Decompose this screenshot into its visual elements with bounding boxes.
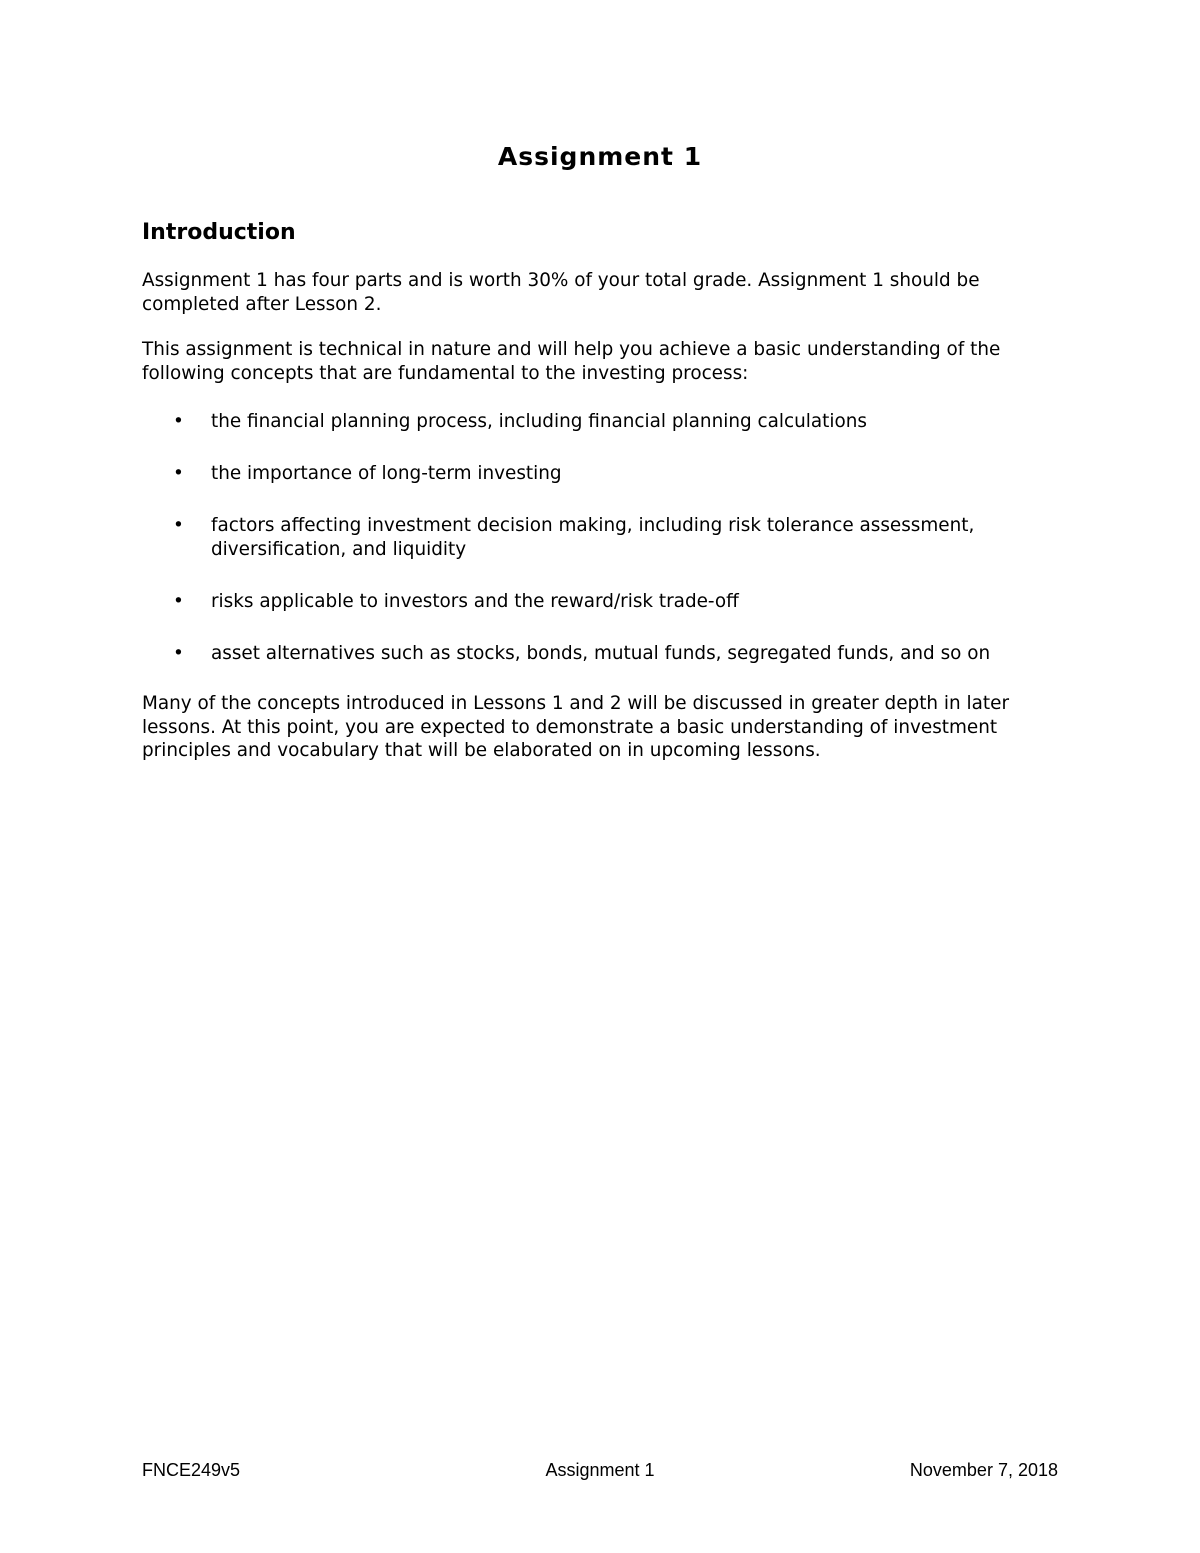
list-item — [142, 590, 1072, 614]
list-item-text: factors affecting investment decision making, including risk tolerance assessment, diversification, and liquidity — [211, 515, 975, 560]
closing-paragraph: Many of the concepts introduced in Lessons 1 and 2 will be discussed in greater depth in later lessons. At this point, you are expected to demonstrate a basic understanding of investment principles and vocabulary that will be elaborated on in upcoming lessons. — [142, 693, 1010, 761]
bullet-icon: • — [173, 515, 184, 536]
footer-date: November 7, 2018 — [909, 1460, 1058, 1480]
bullet-icon: • — [173, 411, 184, 432]
list-item-text: the importance of long-term investing — [211, 463, 562, 484]
page-footer — [142, 1458, 1058, 1484]
intro-paragraph-1: Assignment 1 has four parts and is worth 30% of your total grade. Assignment 1 should be completed after Lesson 2. — [142, 270, 980, 315]
list-item — [142, 642, 1072, 666]
footer-document-title: Assignment 1 — [545, 1460, 655, 1480]
list-item-text: risks applicable to investors and the reward/risk trade-off — [211, 590, 739, 612]
list-item — [142, 514, 1072, 561]
list-item — [142, 462, 1072, 486]
footer-course-code: FNCE249v5 — [142, 1460, 241, 1480]
intro-paragraph-2: This assignment is technical in nature and will help you achieve a basic understanding of the following concepts that are fundamental to the investing process: — [142, 339, 1001, 384]
concepts-bullet-list — [142, 410, 1072, 694]
list-item-text: asset alternatives such as stocks, bonds, mutual funds, segregated funds, and so on — [211, 642, 991, 664]
section-heading-introduction: Introduction — [142, 220, 296, 245]
bullet-icon: • — [173, 642, 184, 664]
bullet-icon: • — [173, 463, 184, 484]
bullet-icon: • — [173, 590, 184, 612]
list-item-text: the financial planning process, including financial planning calculations — [211, 411, 867, 432]
list-item — [142, 410, 1072, 434]
document-title: Assignment 1 — [497, 142, 703, 171]
